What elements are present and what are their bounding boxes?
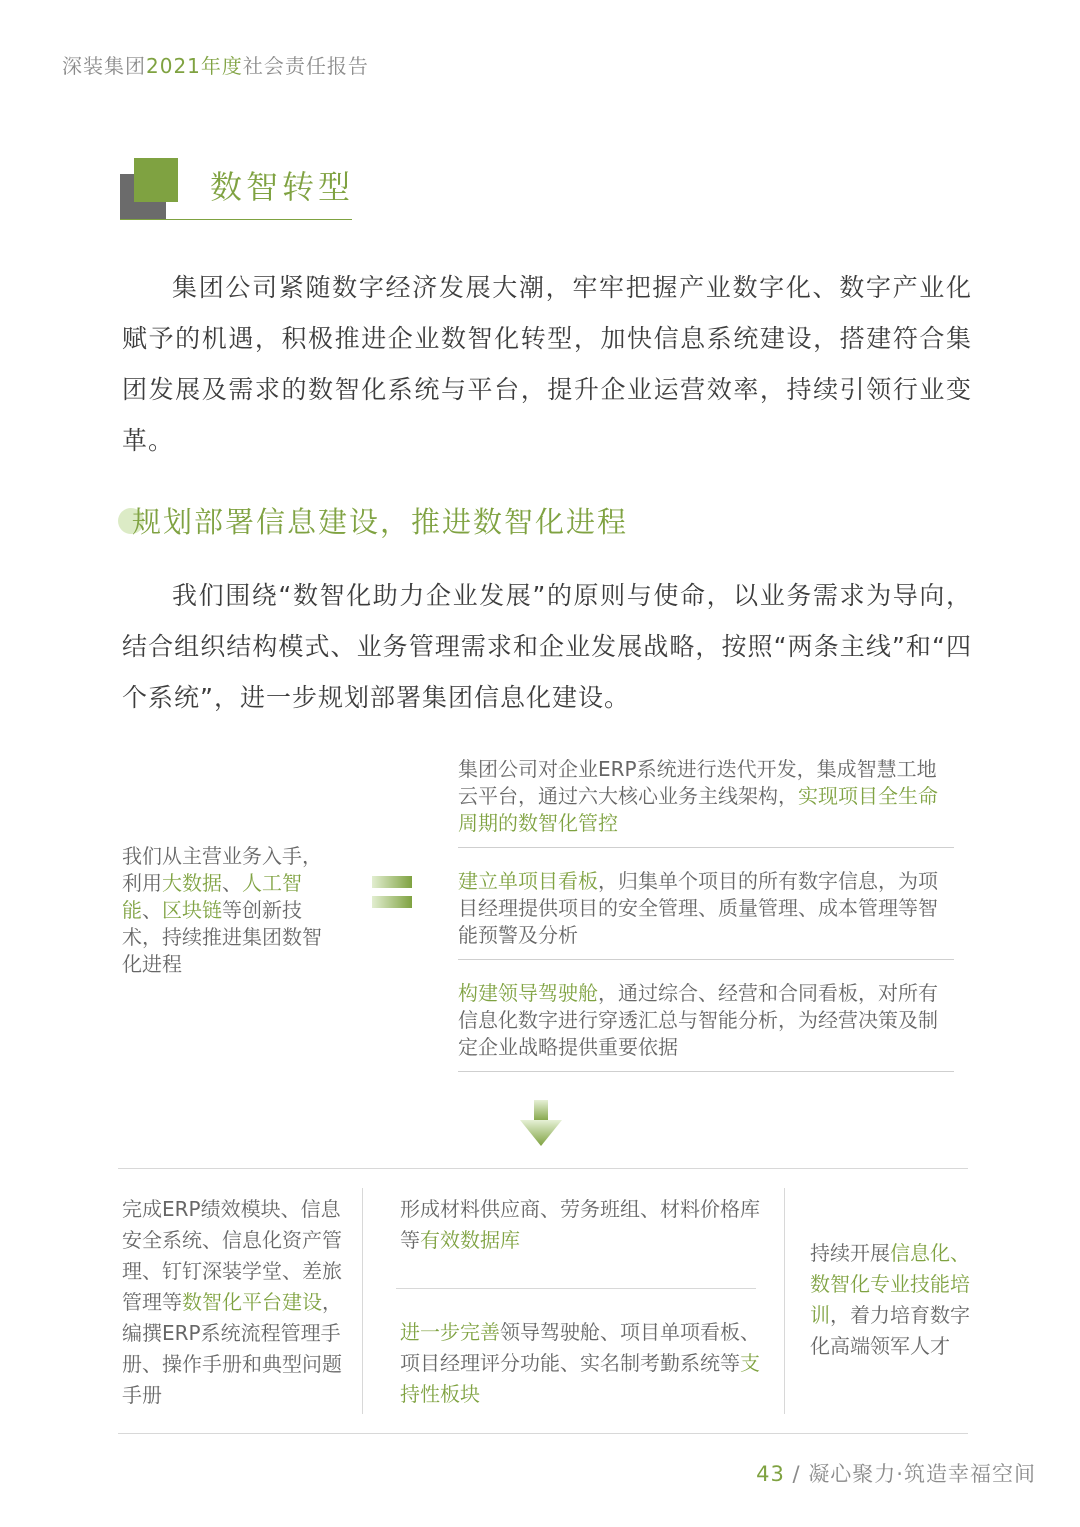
equals-bar xyxy=(372,876,412,888)
result-highlight: 信息化、数智化专业技能培训 xyxy=(810,1241,970,1327)
page-number: 43 xyxy=(756,1462,785,1486)
header-year: 2021年度 xyxy=(146,54,243,78)
column-divider xyxy=(362,1188,363,1414)
result-col-support xyxy=(400,1317,760,1410)
result-highlight: 进一步完善 xyxy=(400,1320,500,1344)
result-col-platform xyxy=(122,1194,344,1411)
planning-paragraph: 我们围绕“数智化助力企业发展”的原则与使命，以业务需求为导向，结合组织结构模式、业务管理需求和企业发展战略，按照“两条主线”和“四个系统”，进一步规划部署集团信息化建设。 xyxy=(122,581,972,712)
footer-slogan: 凝心聚力·筑造幸福空间 xyxy=(808,1462,1036,1486)
initiative-item-erp xyxy=(458,756,954,848)
result-highlight: 数智化平台建设 xyxy=(182,1290,322,1314)
result-text: ，着力培育数字化高端领军人才 xyxy=(810,1303,970,1358)
results-bottom-divider xyxy=(118,1433,968,1434)
initiative-text: 集团公司对企业ERP系统进行迭代开发，集成智慧工地云平台，通过六大核心业务主线架构， xyxy=(458,757,937,808)
initiative-highlight: 实现项目全生命周期的数智化管控 xyxy=(458,784,938,835)
initiative-highlight: 建立单项目看板 xyxy=(458,869,598,893)
equals-bar xyxy=(372,896,412,908)
lead-text-part: 我们从主营业务入手，利用 xyxy=(122,844,322,895)
lead-highlight-bigdata: 大数据 xyxy=(162,871,222,895)
initiative-text: ，通过综合、经营和合同看板，对所有信息化数字进行穿透汇总与智能分析，为经营决策及制定企业战略提供重要依据 xyxy=(458,981,938,1059)
result-text: 持续开展 xyxy=(810,1241,890,1265)
equals-icon xyxy=(372,876,412,916)
initiative-list xyxy=(458,756,954,1072)
initiative-item-cockpit xyxy=(458,980,954,1072)
initiative-text: ，归集单个项目的所有数字信息，为项目经理提供项目的安全管理、质量管理、成本管理等智能预警及分析 xyxy=(458,869,938,947)
result-col-database xyxy=(400,1194,760,1256)
initiative-highlight: 构建领导驾驶舱 xyxy=(458,981,598,1005)
footer-separator: / xyxy=(784,1462,809,1486)
section-underline xyxy=(120,219,352,220)
result-text: ，编撰ERP系统流程管理手册、操作手册和典型问题手册 xyxy=(122,1290,342,1407)
column-divider xyxy=(784,1188,785,1414)
result-highlight: 支持性板块 xyxy=(400,1351,760,1406)
lead-highlight-blockchain: 区块链 xyxy=(162,898,222,922)
result-text: 形成材料供应商、劳务班组、材料价格库等 xyxy=(400,1197,760,1252)
report-header xyxy=(62,50,369,79)
section-title: 数智转型 xyxy=(210,168,355,206)
lead-text-part: 、 xyxy=(142,898,162,922)
header-prefix: 深装集团 xyxy=(62,54,146,78)
header-suffix: 社会责任报告 xyxy=(242,54,369,78)
result-text: 领导驾驶舱、项目单项看板、项目经理评分功能、实名制考勤系统等 xyxy=(400,1320,760,1375)
results-top-divider xyxy=(118,1168,968,1169)
section-marker-green-square xyxy=(134,158,178,202)
page-footer xyxy=(756,1458,1036,1488)
subsection-title: 规划部署信息建设，推进数智化进程 xyxy=(132,505,629,539)
lead-highlight-ai: 人工智能 xyxy=(122,871,302,922)
lead-text-part: 等创新技术，持续推进集团数智化进程 xyxy=(122,898,322,976)
lead-text xyxy=(122,843,334,978)
intro-paragraph: 集团公司紧随数字经济发展大潮，牢牢把握产业数字化、数字产业化赋予的机遇，积极推进企业数智化转型，加快信息系统建设，搭建符合集团发展及需求的数智化系统与平台，提升企业运营效率，持续引领行业变革。 xyxy=(122,273,972,455)
middle-divider xyxy=(396,1288,756,1289)
initiative-item-project-board xyxy=(458,868,954,960)
lead-text-part: 、 xyxy=(222,871,242,895)
result-col-training xyxy=(810,1238,970,1362)
result-highlight: 有效数据库 xyxy=(420,1228,520,1252)
result-text: 完成ERP绩效模块、信息安全系统、信息化资产管理、钉钉深装学堂、差旅管理等 xyxy=(122,1197,342,1314)
down-arrow-icon xyxy=(518,1100,564,1146)
